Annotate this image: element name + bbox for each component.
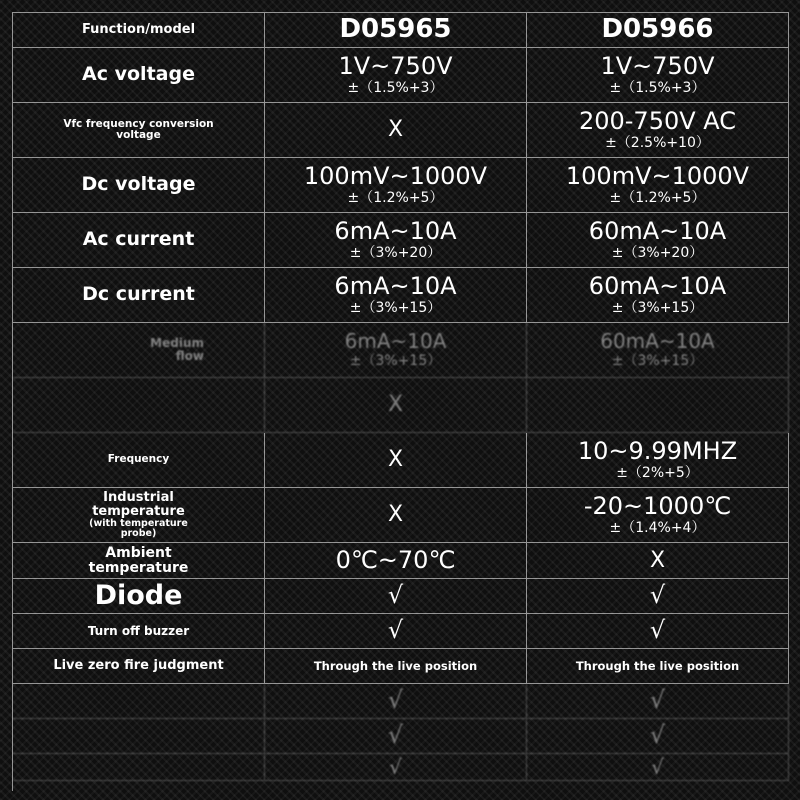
value-main: 6mA~10A — [344, 329, 447, 354]
value-accuracy: ±（3%+20） — [349, 245, 442, 262]
value-x: X — [387, 502, 404, 528]
value-accuracy: ±（2%+5） — [616, 465, 699, 482]
row-label-vfc — [13, 103, 265, 158]
row-illegible-3-col2 — [527, 719, 789, 754]
header-model-2 — [527, 13, 789, 48]
row-label-text: Ac voltage — [82, 63, 195, 86]
value-main: 1V~750V — [600, 52, 715, 81]
row-label-ambient-temperature — [13, 543, 265, 579]
row-label-line2: temperature — [92, 504, 185, 520]
value-accuracy: ±（1.2%+5） — [609, 190, 706, 207]
check-mark: √ — [389, 754, 402, 779]
check-mark: √ — [649, 721, 666, 750]
row-label-text: Turn off buzzer — [87, 623, 190, 638]
check-mark: √ — [651, 754, 664, 779]
row-label-text: Dc current — [82, 283, 195, 306]
check-mark: √ — [387, 616, 404, 645]
row-label-text: Ac current — [82, 228, 195, 251]
row-label-ac-voltage — [13, 48, 265, 103]
value-accuracy: ±（1.5%+3） — [609, 80, 706, 97]
row-label-line1: Medium — [150, 336, 204, 351]
row-label-text: Live zero fire judgment — [53, 658, 224, 674]
row-medium-flow-col2 — [527, 323, 789, 378]
value-accuracy: ±（1.5%+3） — [347, 80, 444, 97]
row-label-text: Dc voltage — [81, 173, 196, 196]
row-illegible-2-col1 — [265, 684, 527, 719]
row-buzzer-col2 — [527, 614, 789, 649]
value-text: Through the live position — [575, 658, 740, 673]
header-function-model — [13, 13, 265, 48]
header-label: Function/model — [81, 22, 196, 38]
value-main: 1V~750V — [338, 52, 453, 81]
row-illegible-col1 — [265, 378, 527, 433]
row-label-turn-off-buzzer — [13, 614, 265, 649]
header-model-1 — [265, 13, 527, 48]
row-label-line2: temperature — [88, 559, 189, 576]
value-main: 60mA~10A — [588, 272, 727, 301]
row-illegible-4-col2 — [527, 754, 789, 781]
row-label-line1: Vfc frequency conversion — [63, 117, 214, 130]
row-buzzer-col1 — [265, 614, 527, 649]
row-illegible-4-col1 — [265, 754, 527, 781]
value-accuracy: ±（3%+15） — [349, 300, 442, 317]
value-accuracy: ±（1.2%+5） — [347, 190, 444, 207]
row-label-line1: Industrial — [103, 490, 174, 506]
row-illegible-2-col2 — [527, 684, 789, 719]
row-label-text: Diode — [94, 579, 183, 611]
row-illegible-col2 — [527, 378, 789, 433]
row-vfc-col1 — [265, 103, 527, 158]
row-label-line1: Ambient — [105, 544, 172, 561]
row-label-line4: probe) — [120, 527, 157, 539]
row-label-text: Frequency — [107, 453, 170, 466]
row-industrial-temperature-col1 — [265, 488, 527, 543]
row-dc-voltage-col1 — [265, 158, 527, 213]
value-main: -20~1000℃ — [583, 492, 732, 521]
row-dc-voltage-col2 — [527, 158, 789, 213]
value-x: X — [387, 392, 404, 418]
row-vfc-col2 — [527, 103, 789, 158]
row-ambient-temperature-col2 — [527, 543, 789, 579]
value-accuracy: ±（3%+15） — [349, 353, 442, 370]
row-label-illegible — [13, 378, 265, 433]
row-diode-col2 — [527, 579, 789, 614]
value-accuracy: ±（3%+15） — [611, 300, 704, 317]
row-frequency-col2 — [527, 433, 789, 488]
value-accuracy: ±（1.4%+4） — [609, 520, 706, 537]
row-label-medium-flow — [13, 323, 265, 378]
row-ac-current-col2 — [527, 213, 789, 268]
row-label-illegible-3 — [13, 719, 265, 754]
check-mark: √ — [649, 581, 666, 610]
value-main: 100mV~1000V — [565, 162, 750, 191]
value-main: 10~9.99MHZ — [577, 437, 738, 466]
row-frequency-col1 — [265, 433, 527, 488]
row-dc-current-col1 — [265, 268, 527, 323]
row-label-line2: voltage — [116, 129, 161, 141]
check-mark: √ — [649, 616, 666, 645]
value-main: 60mA~10A — [600, 329, 715, 354]
row-label-illegible-2 — [13, 684, 265, 719]
check-mark: √ — [387, 721, 404, 750]
header-model-1-text: D05965 — [339, 14, 452, 45]
value-text: Through the live position — [313, 658, 478, 673]
row-ac-voltage-col1 — [265, 48, 527, 103]
row-ac-current-col1 — [265, 213, 527, 268]
row-live-zero-fire-col2 — [527, 649, 789, 684]
value-main: 60mA~10A — [588, 217, 727, 246]
row-label-line2: flow — [175, 349, 204, 363]
value-main: 0℃~70℃ — [335, 545, 456, 574]
row-illegible-3-col1 — [265, 719, 527, 754]
value-x: X — [387, 447, 404, 473]
row-label-illegible-4 — [13, 754, 265, 781]
check-mark: √ — [387, 581, 404, 610]
value-main: 100mV~1000V — [303, 162, 488, 191]
spec-table — [12, 12, 789, 791]
row-industrial-temperature-col2 — [527, 488, 789, 543]
row-label-frequency — [13, 433, 265, 488]
check-mark: √ — [649, 686, 666, 715]
row-label-ac-current — [13, 213, 265, 268]
value-x: X — [387, 117, 404, 143]
row-label-dc-voltage — [13, 158, 265, 213]
row-label-industrial-temperature — [13, 488, 265, 543]
value-main: 200-750V AC — [578, 107, 737, 136]
row-label-diode — [13, 579, 265, 614]
row-label-live-zero-fire — [13, 649, 265, 684]
row-dc-current-col2 — [527, 268, 789, 323]
row-label-line3: (with temperature — [89, 517, 188, 529]
value-accuracy: ±（2.5%+10） — [605, 135, 710, 152]
header-model-2-text: D05966 — [601, 14, 714, 45]
value-x: X — [649, 547, 666, 573]
row-diode-col1 — [265, 579, 527, 614]
value-accuracy: ±（3%+20） — [611, 245, 704, 262]
value-main: 6mA~10A — [334, 217, 457, 246]
value-main: 6mA~10A — [334, 272, 457, 301]
check-mark: √ — [387, 686, 404, 715]
row-label-dc-current — [13, 268, 265, 323]
row-live-zero-fire-col1 — [265, 649, 527, 684]
row-medium-flow-col1 — [265, 323, 527, 378]
value-accuracy: ±（3%+15） — [611, 353, 704, 370]
row-ac-voltage-col2 — [527, 48, 789, 103]
row-ambient-temperature-col1 — [265, 543, 527, 579]
